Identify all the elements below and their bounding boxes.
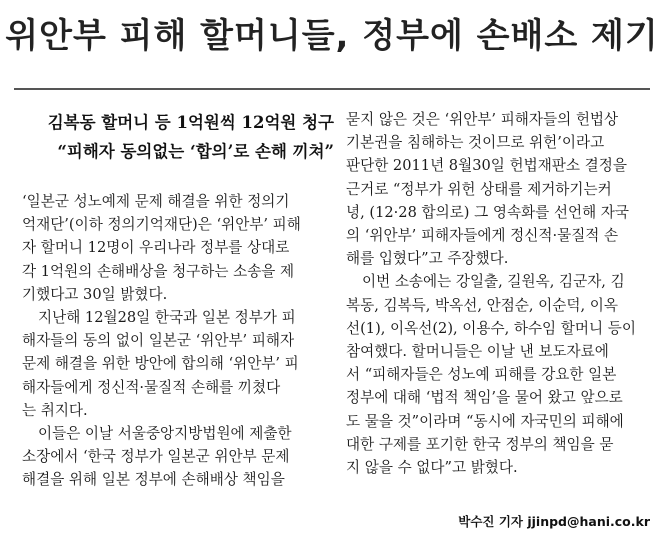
text-line: 자 할머니 12명이 우리나라 정부를 상대로 <box>22 239 290 257</box>
text-line: 판단한 2011년 8월30일 헌법재판소 결정을 <box>346 157 627 175</box>
text-line: 문제 해결을 위한 방안에 합의해 ‘위안부’ 피 <box>22 355 299 373</box>
paragraph <box>22 306 334 422</box>
text-line: 소장에서 ‘한국 정부가 일본군 위안부 문제 <box>22 448 290 466</box>
text-line: 복동, 김복득, 박옥선, 안점순, 이순덕, 이옥 <box>346 296 618 314</box>
byline: 박수진 기자 jjinpd@hani.co.kr <box>458 514 650 529</box>
subheads <box>22 108 334 166</box>
text-line: 선(1), 이옥선(2), 이용수, 하수임 할머니 등이 <box>346 319 636 337</box>
text-line: 이들은 이날 서울중앙지방법원에 제출한 <box>38 425 292 443</box>
text-line: 묻지 않은 것은 ‘위안부’ 피해자들의 헌법상 <box>346 111 619 128</box>
headline-rule <box>14 88 650 90</box>
text-line: 각 1억원의 손해배상을 청구하는 소송을 제 <box>22 262 295 280</box>
left-body <box>22 190 334 492</box>
paragraph <box>22 422 334 492</box>
text-line: 대한 구제를 포기한 한국 정부의 책임을 묻 <box>346 435 614 453</box>
text-line: 기본권을 침해하는 것이므로 위헌’이라고 <box>346 134 605 152</box>
text-line: 해를 입혔다”고 주장했다. <box>346 250 509 268</box>
subhead-2: “피해자 동의없는 ‘합의’로 손해 끼쳐” <box>57 142 334 161</box>
text-line: 해결을 위해 일본 정부에 손해배상 책임을 <box>22 471 285 489</box>
text-line: 는 취지다. <box>22 401 88 419</box>
text-line: 녕, (12·28 합의로) 그 영속화를 선언해 자국 <box>346 203 630 221</box>
right-column <box>346 108 652 479</box>
paragraph <box>346 270 652 479</box>
text-line: 해자들에게 정신적·물질적 손해를 끼쳤다 <box>22 378 281 396</box>
article-headline: 위안부 피해 할머니들, 정부에 손배소 제기 <box>5 16 659 56</box>
text-line: ‘일본군 성노예제 문제 해결을 위한 정의기 <box>22 193 290 210</box>
paragraph <box>22 190 334 306</box>
text-line: 억재단’(이하 정의기억재단)은 ‘위안부’ 피해 <box>22 216 301 234</box>
text-line: 기했다고 30일 밝혔다. <box>22 285 168 303</box>
text-line: 참여했다. 할머니들은 이날 낸 보도자료에 <box>346 343 609 361</box>
text-line: 정부에 대해 ‘법적 책임’을 물어 왔고 앞으로 <box>346 389 623 407</box>
text-line: 이번 소송에는 강일출, 길원옥, 김군자, 김 <box>362 273 625 291</box>
text-line: 의 ‘위안부’ 피해자들에게 정신적·물질적 손 <box>346 227 619 245</box>
text-line: 지난해 12월28일 한국과 일본 정부가 피 <box>38 309 296 327</box>
paragraph <box>346 108 652 270</box>
text-line: 서 “피해자들은 성노예 피해를 강요한 일본 <box>346 366 617 384</box>
text-line: 도 물을 것”이라며 “동시에 자국민의 피해에 <box>346 412 624 430</box>
right-body <box>346 108 652 479</box>
subhead-1: 김복동 할머니 등 1억원씩 12억원 청구 <box>47 113 334 132</box>
text-line: 해자들의 동의 없이 일본군 ‘위안부’ 피해자 <box>22 332 295 350</box>
text-line: 지 않을 수 없다”고 밝혔다. <box>346 459 518 477</box>
text-line: 근거로 “정부가 위헌 상태를 제거하기는커 <box>346 180 612 198</box>
left-column <box>22 108 334 492</box>
